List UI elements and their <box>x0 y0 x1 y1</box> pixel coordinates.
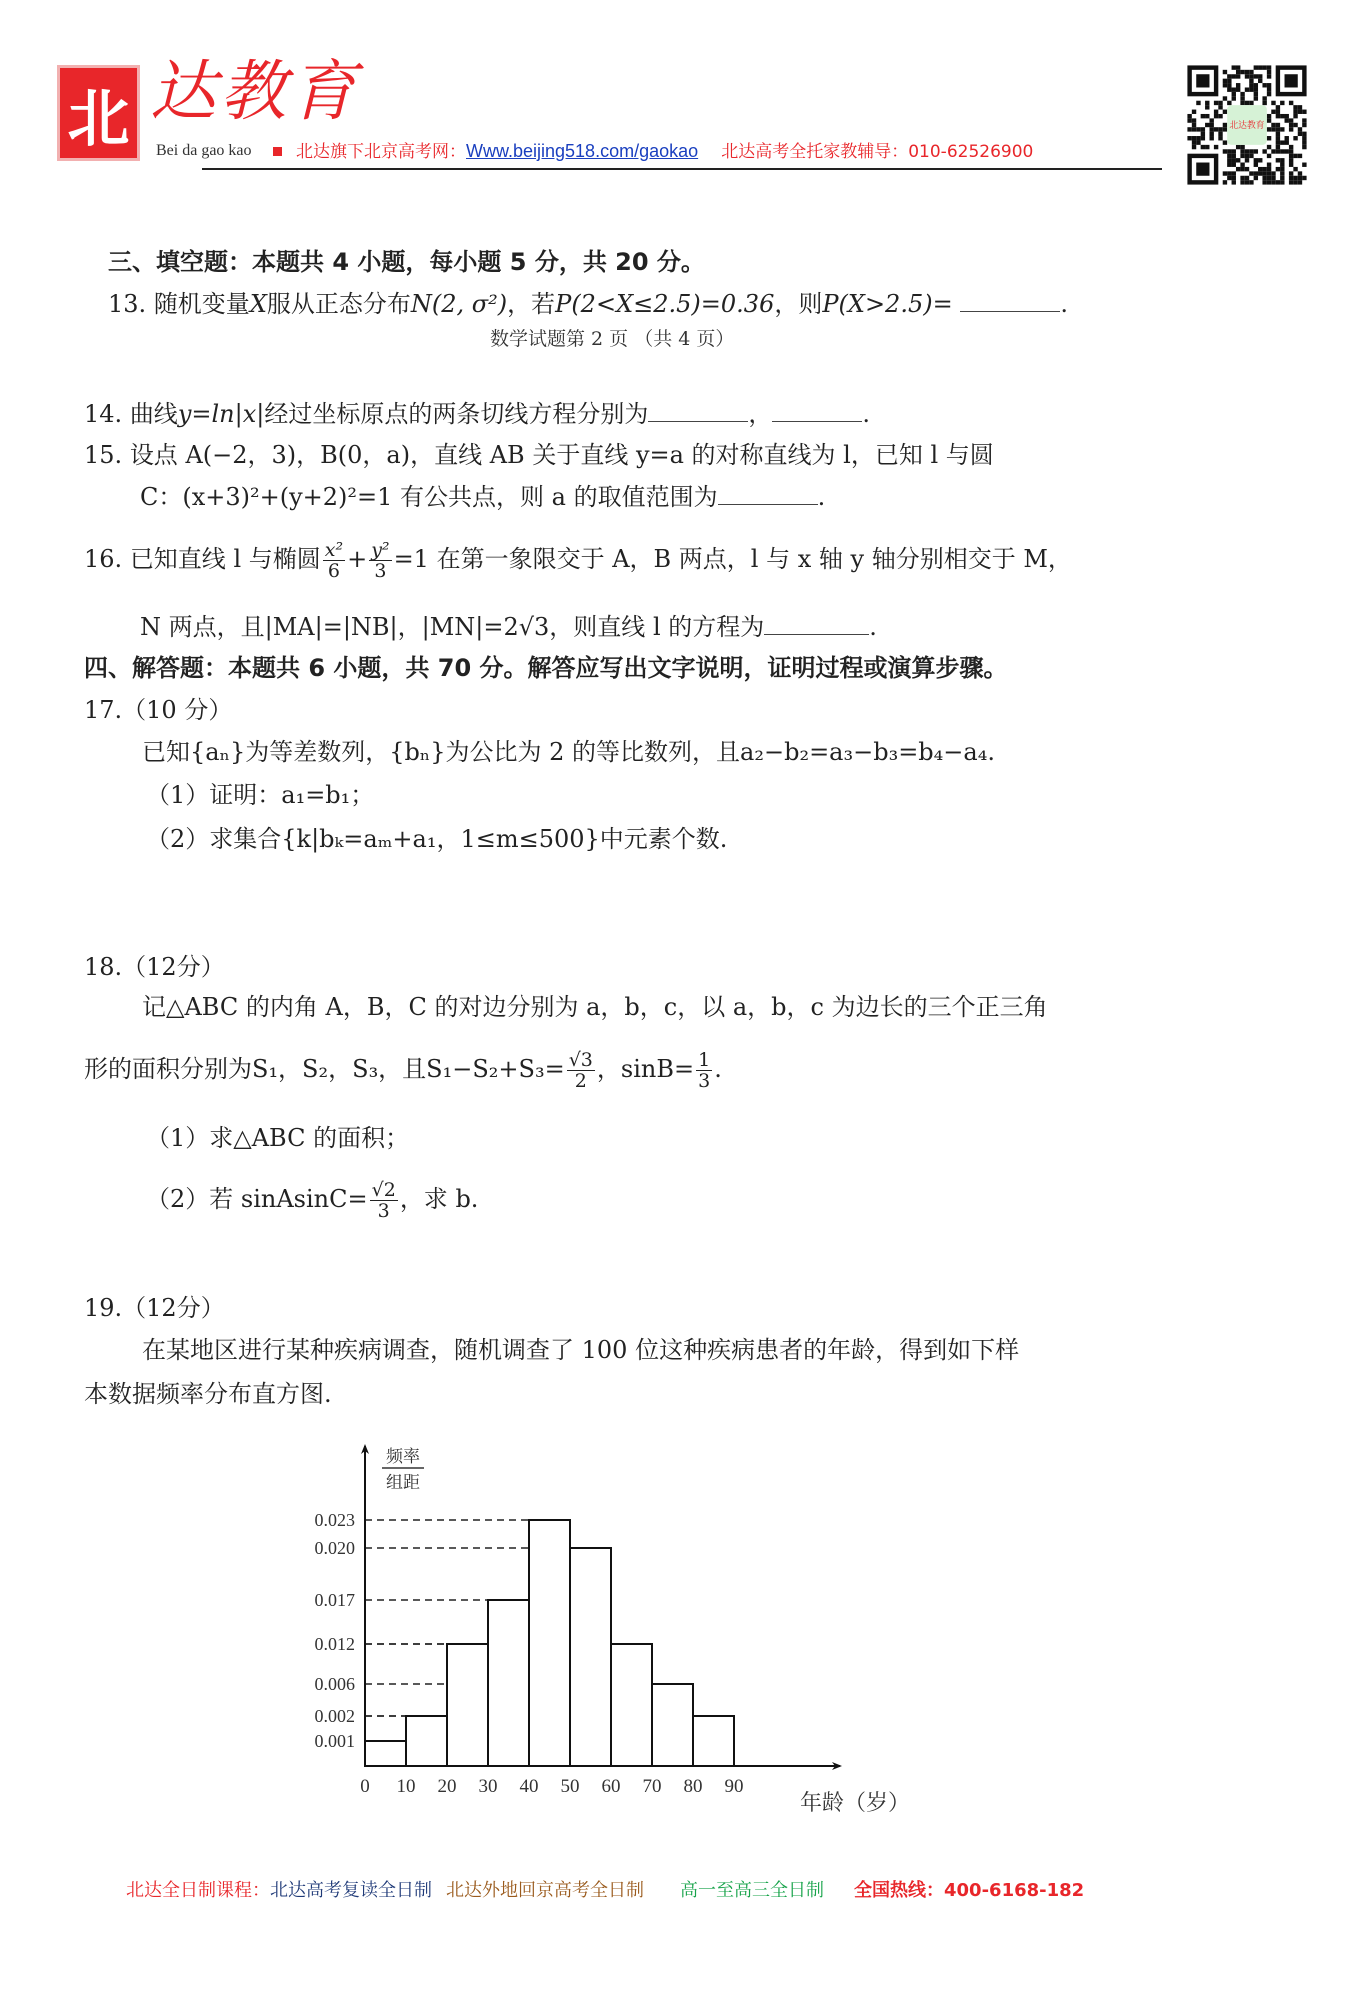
y-tick-label: 0.023 <box>314 1510 355 1530</box>
footer-hotline: 全国热线：400-6168-182 <box>854 1880 1085 1901</box>
question-18-part2: （2）若 sinAsinC= $\frac{√2}{3}$ ，求 b. <box>146 1179 479 1222</box>
question-18-stem1: 记△ABC 的内角 A，B，C 的对边分别为 a，b，c，以 a，b，c 为边长的三个正三角 <box>142 993 1048 1021</box>
question-19-number: 19.（12分） <box>84 1294 225 1322</box>
histogram-bar <box>693 1716 734 1766</box>
fraction-x2-6: $\frac{\text{x²}}{6}$ <box>324 539 344 582</box>
footer <box>126 1879 1098 1903</box>
x-tick-label: 50 <box>560 1776 580 1797</box>
question-14: 14. 曲线y=ln|x|经过坐标原点的两条切线方程分别为 ， . <box>84 400 870 428</box>
question-19-stem1: 在某地区进行某种疾病调查，随机调查了 100 位这种疾病患者的年龄，得到如下样 <box>142 1336 1020 1364</box>
x-tick-label: 10 <box>396 1776 416 1797</box>
x-tick-label: 30 <box>478 1776 498 1797</box>
qr-caption: 北达教育 <box>1229 121 1265 132</box>
x-tick-label: 60 <box>601 1776 621 1797</box>
histogram-bar <box>365 1741 406 1766</box>
fraction-sqrt2-3: $\frac{√2}{3}$ <box>371 1179 396 1222</box>
y-tick-label: 0.001 <box>314 1731 355 1751</box>
x-tick-label: 90 <box>724 1776 744 1797</box>
y-axis-label-denominator: 组距 <box>386 1473 420 1493</box>
y-axis-label-numerator: 频率 <box>386 1447 420 1467</box>
logo-mark: 北 <box>57 65 140 161</box>
brand-subtitle: Bei da gao kao <box>156 142 252 159</box>
histogram-bar <box>488 1600 529 1766</box>
footer-item-repeat[interactable]: 北达高考复读全日制 <box>270 1880 432 1901</box>
question-17-part2: （2）求集合{k|bₖ=aₘ+a₁，1≤m≤500}中元素个数. <box>146 825 728 853</box>
question-17-part1: （1）证明：a₁=b₁； <box>146 781 375 809</box>
question-15: 15. 设点 A(−2，3)，B(0，a)，直线 AB 关于直线 y=a 的对称直线为 l，已知 l 与圆 <box>84 441 994 469</box>
fraction-1-3: $\frac{1}{3}$ <box>698 1049 711 1092</box>
section4-heading: 四、解答题：本题共 6 小题，共 70 分。解答应写出文字说明，证明过程或演算步骤。 <box>84 654 1008 682</box>
question-18-part1: （1）求△ABC 的面积； <box>146 1124 410 1152</box>
question-16-line2: N 两点，且|MA|=|NB|，|MN|=2√3，则直线 l 的方程为 . <box>140 613 877 641</box>
histogram-bar <box>406 1716 447 1766</box>
footer-item-high-school[interactable]: 高一至高三全日制 <box>680 1880 824 1901</box>
y-tick-label: 0.020 <box>314 1538 355 1558</box>
x-tick-label: 40 <box>519 1776 539 1797</box>
x-tick-label: 70 <box>642 1776 662 1797</box>
y-tick-label: 0.006 <box>314 1674 355 1694</box>
fraction-sqrt3-2: $\frac{√3}{2}$ <box>568 1049 593 1092</box>
question-16: 16. 已知直线 l 与椭圆 $\frac{\text{x²}}{6}$ + $\frac{\text{y²}}{3}$ =1 在第一象限交于 A，B 两点，l 与 x 轴 y 轴分别相交于 M， <box>84 539 1072 582</box>
y-tick-label: 0.012 <box>314 1634 355 1654</box>
x-tick-label: 80 <box>683 1776 703 1797</box>
question-13: 13. 随机变量X服从正态分布N(2, σ²)，若P(2<X≤2.5)=0.36，则P(X>2.5)= . <box>108 290 1068 318</box>
question-19-stem2: 本数据频率分布直方图. <box>84 1380 332 1408</box>
y-tick-label: 0.002 <box>314 1706 355 1726</box>
question-18-stem2: 形的面积分别为S₁，S₂，S₃，且S₁−S₂+S₃= $\frac{√3}{2}$ ，sinB= $\frac{1}{3}$ . <box>84 1049 722 1092</box>
x-axis-label: 年龄（岁） <box>800 1791 911 1816</box>
fraction-y2-3: $\frac{\text{y²}}{3}$ <box>371 539 390 582</box>
question-17-number: 17.（10 分） <box>84 696 233 724</box>
histogram-bar <box>447 1644 488 1766</box>
tutor-label: 北达高考全托家教辅导：010-62526900 <box>721 142 1034 162</box>
section3-heading: 三、填空题：本题共 4 小题，每小题 5 分，共 20 分。 <box>108 248 705 276</box>
histogram-bar <box>570 1548 611 1766</box>
footer-label: 北达全日制课程： <box>126 1880 270 1901</box>
site-link[interactable]: Www.beijing518.com/gaokao <box>466 141 699 161</box>
y-tick-label: 0.017 <box>314 1590 355 1610</box>
histogram-bar <box>611 1644 652 1766</box>
x-tick-label: 0 <box>360 1776 370 1797</box>
site-label: 北达旗下北京高考网： <box>296 142 466 162</box>
footer-item-return-beijing[interactable]: 北达外地回京高考全日制 <box>446 1880 644 1901</box>
x-tick-label: 20 <box>437 1776 457 1797</box>
question-17-stem: 已知{aₙ}为等差数列，{bₙ}为公比为 2 的等比数列，且a₂−b₂=a₃−b₃=b₄−a₄. <box>142 738 995 766</box>
histogram-bar <box>652 1684 693 1766</box>
page-footer: 数学试题第 2 页 （共 4 页） <box>490 328 735 350</box>
question-18-number: 18.（12分） <box>84 953 225 981</box>
question-15-line2: C：(x+3)²+(y+2)²=1 有公共点，则 a 的取值范围为 . <box>140 483 826 511</box>
logo-text: 达教育 <box>150 53 360 130</box>
histogram-bar <box>529 1520 570 1766</box>
